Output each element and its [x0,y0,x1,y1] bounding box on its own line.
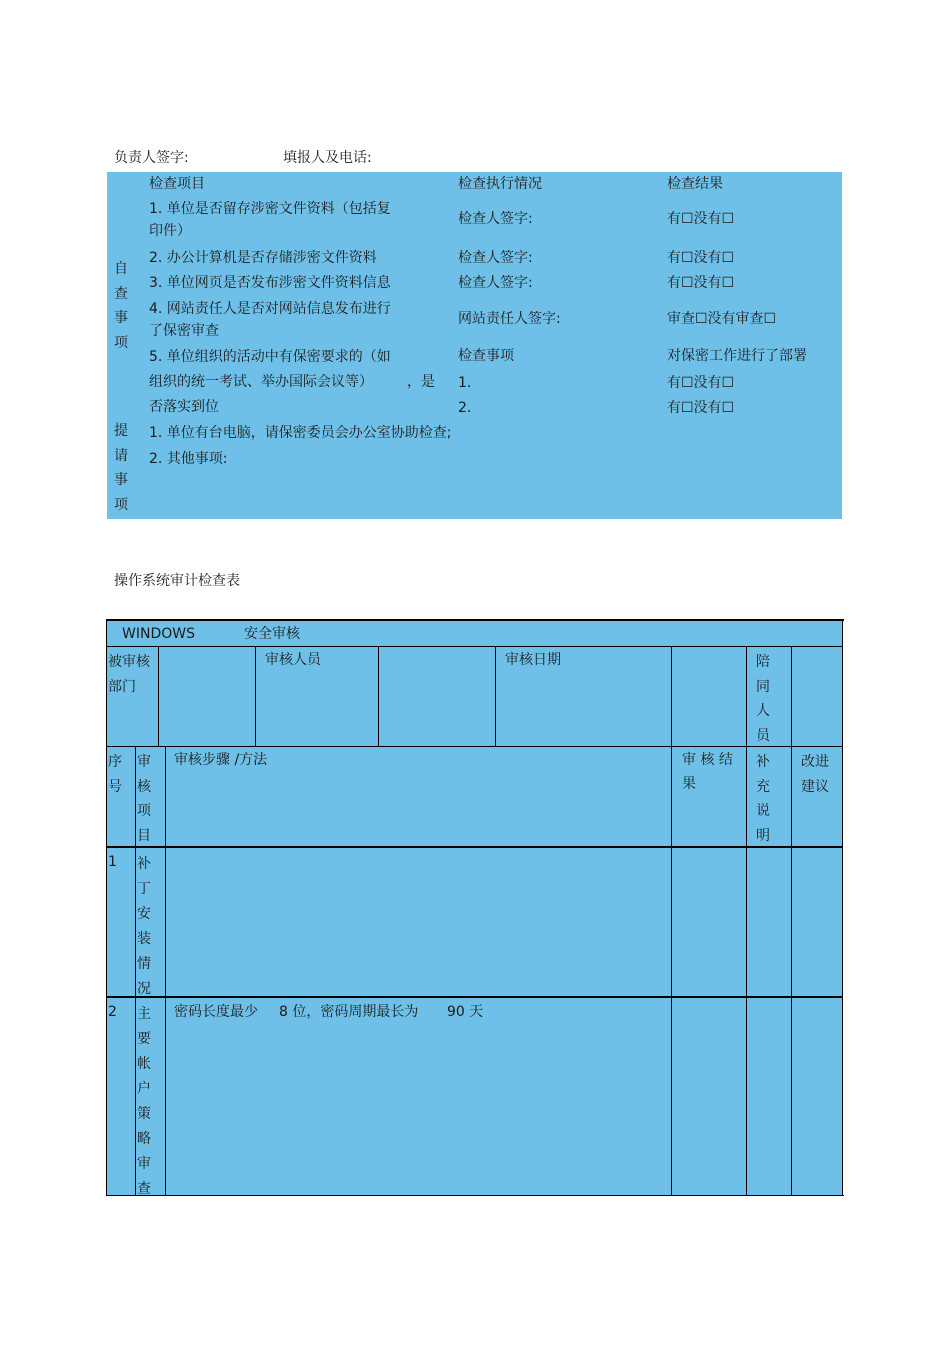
audit-vline-r1-a [158,646,159,747]
audit-border-left [106,619,107,1196]
audit-table-title: 操作系统审计检查表 [114,573,240,589]
check-item-4-line2: 了保密审查 [149,323,219,339]
check-item-4-exec: 网站责任人签字: [458,311,561,327]
row-1-no: 1 [108,854,117,870]
audit-vline-r1-c [378,646,379,747]
escort-label: 陪同人员 [756,654,770,744]
audit-vline-suggest [791,646,792,1196]
audit-vline-result [671,646,672,1196]
row-2-steps-a: 密码长度最少 [174,1004,258,1020]
row-2-steps-b: 8 位，密码周期最长为 [279,1004,419,1020]
audit-vline-r1-b [255,646,256,747]
check-item-5-line1: 5. 单位组织的活动中有保密要求的（如 [149,349,391,365]
col-check-result: 检查结果 [667,176,723,192]
audit-hline-4 [106,996,843,998]
col-audit-result-line2: 果 [682,776,696,792]
col-suggestion: 改进建议 [801,754,829,795]
col-audit-result-line1: 审 核 结 [682,752,733,768]
audit-hline-1 [106,646,843,647]
check-item-4-line1: 4. 网站责任人是否对网站信息发布进行 [149,301,391,317]
col-check-exec: 检查执行情况 [458,176,542,192]
check-item-3: 3. 单位网页是否发布涉密文件资料信息 [149,275,391,291]
audit-vline-no [135,746,136,1196]
check-item-2-result: 有☐没有☐ [667,250,735,266]
row-1-item: 补丁安装情况 [137,856,151,997]
audit-table [107,620,843,1196]
filler-phone-label: 填报人及电话: [283,150,372,166]
request-label: 提请事项 [114,423,128,513]
check-item-3-exec: 检查人签字: [458,275,533,291]
audit-security-label: 安全审核 [244,626,300,642]
check-item-2: 2. 办公计算机是否存储涉密文件资料 [149,250,377,266]
check-item-5-exec-1: 1. [458,375,472,391]
check-item-1-line1: 1. 单位是否留存涉密文件资料（包括复 [149,201,391,217]
audited-dept-label: 被审核部门 [108,654,150,695]
check-item-5-line3: 否落实到位 [149,399,219,415]
check-item-1-result: 有☐没有☐ [667,211,735,227]
check-item-4-result: 审查☐没有审查☐ [667,311,777,327]
responsible-signature-label: 负责人签字: [114,150,189,166]
check-item-5-result-title: 对保密工作进行了部署 [667,348,807,364]
check-item-1-exec: 检查人签字: [458,211,533,227]
audit-os-label: WINDOWS [122,626,195,642]
audit-vline-r1-d [495,646,496,747]
self-check-label: 自查事项 [114,261,128,351]
check-item-2-exec: 检查人签字: [458,250,533,266]
col-check-item: 检查项目 [149,176,205,192]
audit-border-top [106,619,844,621]
audit-date-label: 审核日期 [505,652,561,668]
check-item-5-line2: 组织的统一考试、举办国际会议等） [149,374,373,390]
audit-hline-3 [106,846,843,848]
check-item-1-line2: 印件） [149,223,191,239]
auditor-label: 审核人员 [265,652,321,668]
check-item-5-line2-tail: ，是 [407,374,435,390]
audit-hline-2 [106,746,843,747]
check-item-5-exec-title: 检查事项 [458,348,514,364]
col-audit-item: 审核项目 [137,754,151,844]
audit-border-right [842,619,843,1196]
row-2-no: 2 [108,1004,117,1020]
col-audit-steps: 审核步骤 /方法 [174,752,268,768]
row-2-steps-c: 90 天 [447,1004,484,1020]
check-item-5-result-2: 有☐没有☐ [667,400,735,416]
request-1: 1. 单位有台电脑，请保密委员会办公室协助检查; [149,425,452,441]
audit-vline-item [165,746,166,1196]
col-supplement: 补充说明 [756,754,770,844]
check-item-5-result-1: 有☐没有☐ [667,375,735,391]
row-2-item: 主要帐户策略审查 [137,1006,151,1197]
audit-border-bottom [106,1195,844,1196]
check-item-5-exec-2: 2. [458,400,472,416]
audit-vline-note [746,646,747,1196]
request-2: 2. 其他事项: [149,451,228,467]
check-item-3-result: 有☐没有☐ [667,275,735,291]
col-serial-no: 序号 [108,754,122,795]
